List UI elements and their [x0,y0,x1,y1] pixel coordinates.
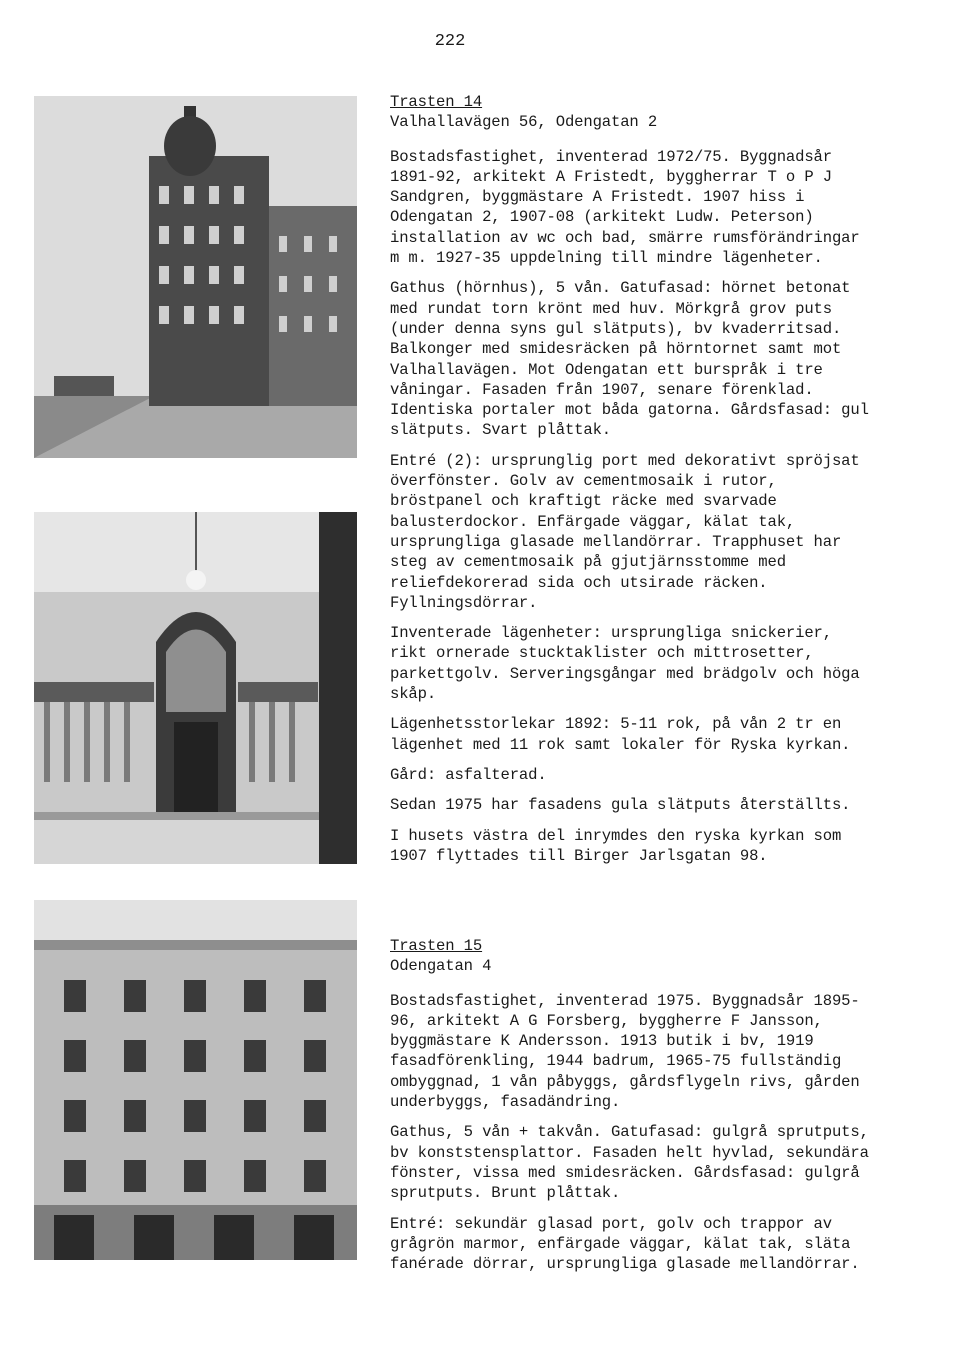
entry-paragraph: Entré (2): ursprunglig port med dekorativt spröjsat överfönster. Golv av cementmosaik i rutor, bröstpanel och kraftigt räcke med svarvade balusterdockor. Enfärgade väggar, kälat tak, ursprungliga glasade mellandörrar. Trapphuset har steg av cementmosaik på gjutjärnsstomme med reliefdekorerad sida och utsirade räcken. Fyllningsdörrar. [390,451,860,612]
entry-paragraph: Bostadsfastighet, inventerad 1972/75. Byggnadsår 1891-92, arkitekt A Fristedt, byggherrar T o P J Sandgren, byggmästare A Fristedt. 1907 hiss i Odengatan 2, 1907-08 (arkitekt Ludw. Peterson) installation av wc och bad, smärre rumsförändringar m m. 1927-35 uppdelning till mindre lägenheter. [390,147,860,268]
entry-paragraph: Entré: sekundär glasad port, golv och trappor av grågrön marmor, enfärgade väggar, kälat tak, släta fanérade dörrar, ursprungliga glasade mellandörrar. [390,1214,860,1274]
entry-paragraph: Sedan 1975 har fasadens gula slätputs återställts. [390,796,851,815]
entry-trasten-15 [390,936,876,1284]
entry-paragraph: Lägenhetsstorlekar 1892: 5-11 rok, på vån 2 tr en lägenhet med 11 rok samt lokaler för Ryska kyrkan. [390,715,851,754]
entry-title: Trasten 15 [390,937,483,955]
page-number: 222 [434,32,466,51]
entry-address: Valhallavägen 56, Odengatan 2 [390,113,658,132]
entry-title: Trasten 14 [390,93,483,111]
entry-paragraph: Inventerade lägenheter: ursprungliga snickerier, rikt ornerade stucktaklister och mittrosetter, parkettgolv. Serveringsgångar med brädgolv och höga skåp. [390,624,860,704]
entry-paragraph: Gård: asfalterad. [390,765,547,784]
stairwell-entrance-photo [34,512,357,864]
facade-photo [34,900,357,1260]
entry-paragraph: Gathus, 5 vån + takvån. Gatufasad: gulgrå sprutputs, bv konststensplattor. Fasaden helt hyvlad, sekundära fönster, vissa med smidesräcken. Gårdsfasad: gulgrå sprutputs. Brunt plåttak. [390,1123,869,1203]
entry-trasten-14 [390,92,876,876]
entry-paragraph: I husets västra del inrymdes den ryska kyrkan som 1907 flyttades till Birger Jarlsgatan 98. [390,826,842,865]
entry-address: Odengatan 4 [390,957,492,976]
corner-building-photo [34,96,357,458]
entry-paragraph: Bostadsfastighet, inventerad 1975. Byggnadsår 1895-96, arkitekt A G Forsberg, byggherre F Jansson, byggmästare K Andersson. 1913 butik i bv, 1919 fasadförenkling, 1944 badrum, 1965-75 fullständig ombyggnad, 1 vån påbyggs, gårdsflygeln rivs, gården underbyggs, fasadändring. [390,991,860,1112]
entry-paragraph: Gathus (hörnhus), 5 vån. Gatufasad: hörnet betonat med rundat torn krönt med huv. Mörkgrå grov puts (under denna syns gul slätputs), bv kvaderritsad. Balkonger med smidesräcken på hörntornet samt mot Valhallavägen. Mot Odengatan ett burspråk i tre våningar. Fasaden från 1907, senare förenklad. Identiska portaler mot båda gatorna. Gårdsfasad: gul slätputs. Svart plåttak. [390,279,869,440]
